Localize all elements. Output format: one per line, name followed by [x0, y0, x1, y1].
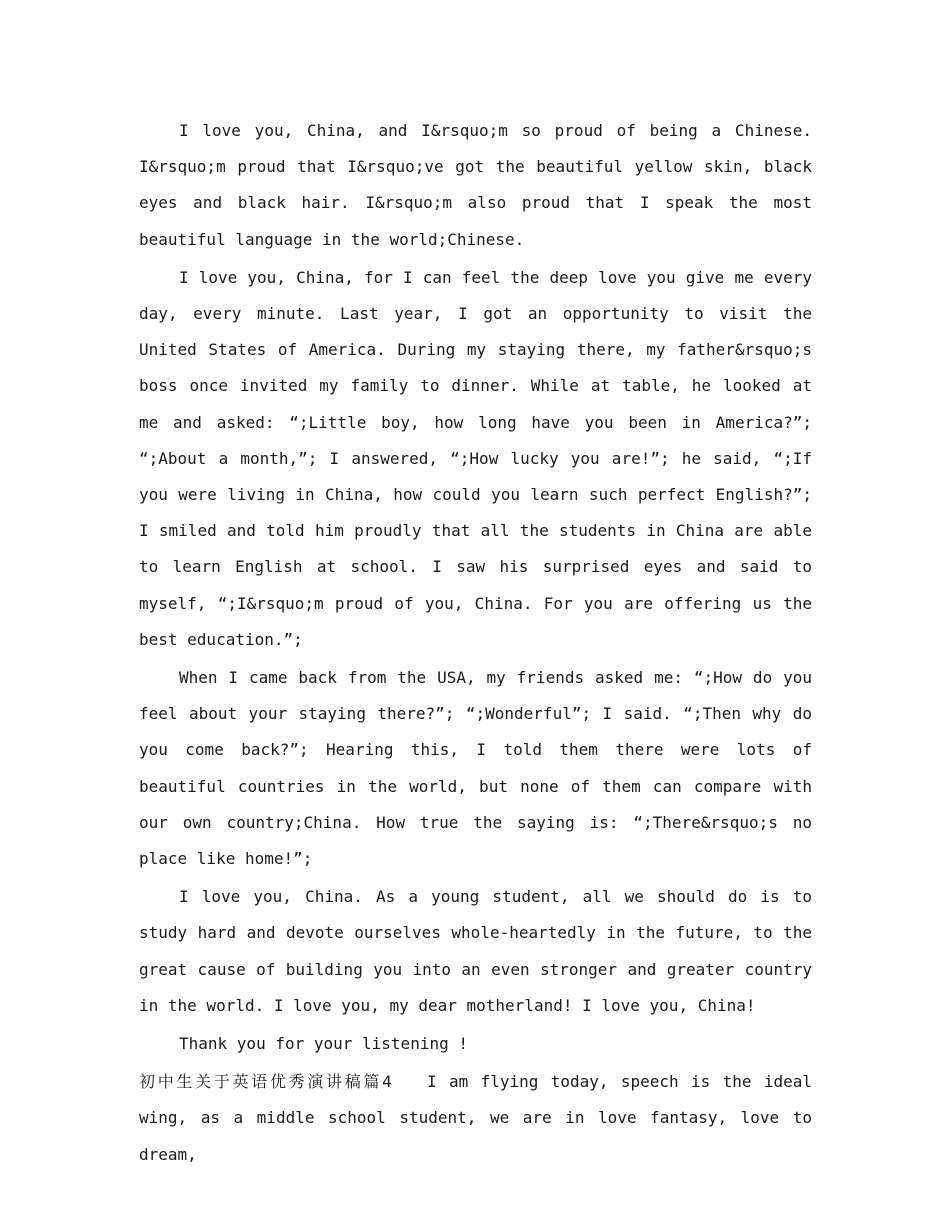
paragraph-3: When I came back from the USA, my friends asked me: “;How do you feel about your staying there?”; “;Wonderful”; I said. “;Then why do you come back?”; Hearing this, I told them there were lots of beautiful countries in the world, but none of them can compare with our own country;China. How true the saying is: “;There&rsquo;s no place like home!”; [139, 668, 812, 869]
paragraph-2: I love you, China, for I can feel the deep love you give me every day, every minute. Last year, I got an opportunity to visit the United States of America. During my staying there, my father&rsquo;s boss once invited my family to dinner. While at table, he looked at me and asked: “;Little boy, how long have you been in America?”; “;About a month,”; I answered, “;How lucky you are!”; he said, “;If you were living in China, how could you learn such perfect English?”; I smiled and told him proudly that all the students in China are able to learn English at school. I saw his surprised eyes and said to myself, “;I&rsquo;m proud of you, China. For you are offering us the best education.”; [139, 267, 812, 649]
section-heading: 初中生关于英语优秀演讲稿篇4 [139, 1072, 392, 1092]
section-start-text: I am flying today, speech is the ideal wing, as a middle school student, we are in love fantasy, love to dream, [139, 1072, 813, 1164]
paragraph-1: I love you, China, and I&rsquo;m so proud of being a Chinese. I&rsquo;m proud that I&rsquo;ve got the beautiful yellow skin, black eyes and black hair. I&rsquo;m also proud that I speak the most beautiful language in the world;Chinese. [139, 121, 812, 249]
closing-line: Thank you for your listening ! [179, 1034, 468, 1054]
paragraph-4: I love you, China. As a young student, all we should do is to study hard and devote ourselves whole-heartedly in the future, to the great cause of building you into an even stronger and greater country in the world. I love you, my dear motherland! I love you, China! [139, 887, 812, 1015]
next-section [139, 1064, 812, 1173]
document-body [139, 113, 812, 1175]
